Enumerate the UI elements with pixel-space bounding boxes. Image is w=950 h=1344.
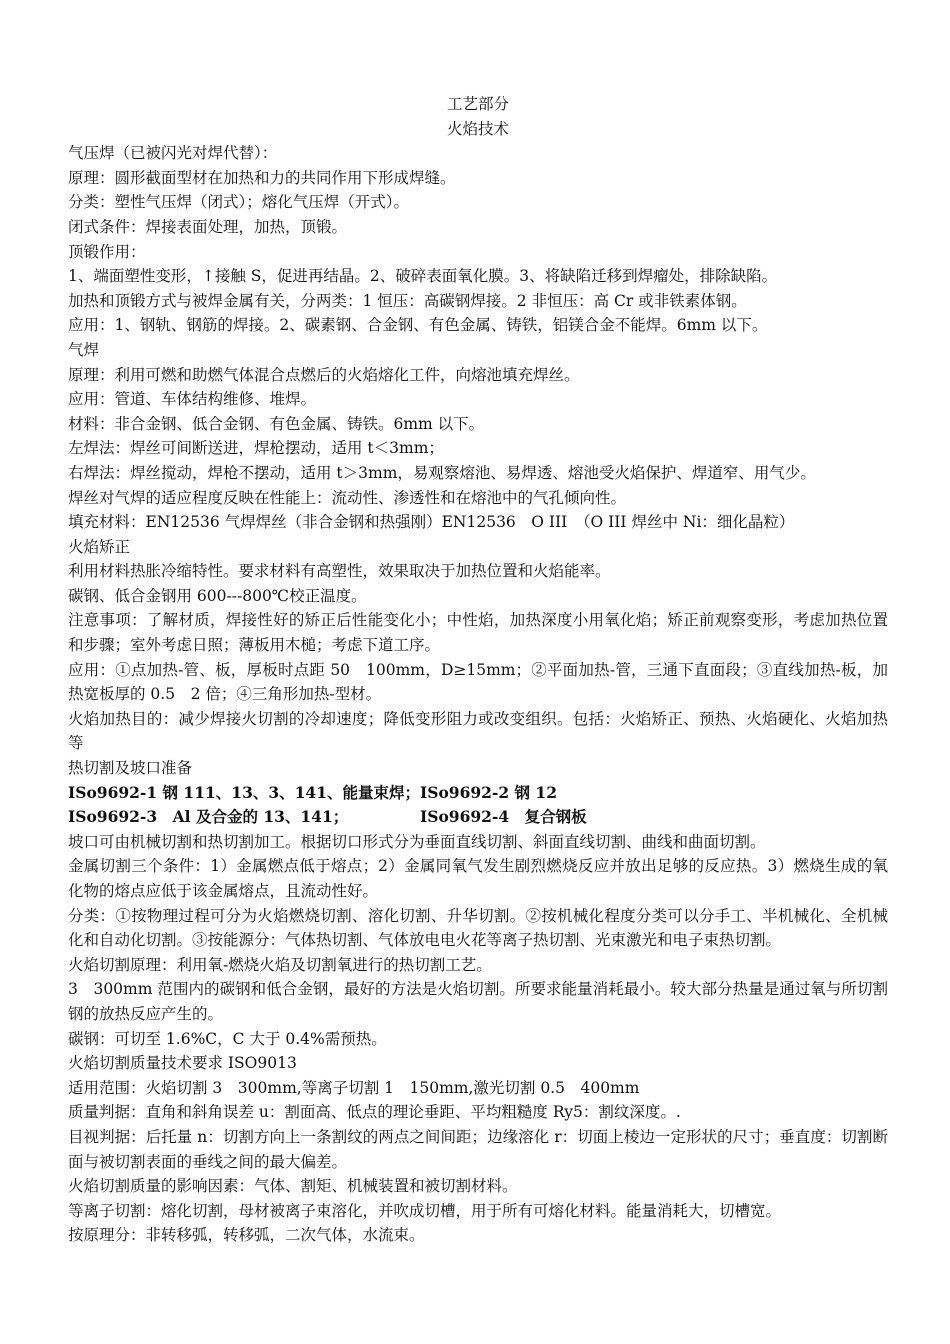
paragraph: 质量判据：直角和斜角误差 u：割面高、低点的理论垂距、平均粗糙度 Ry5：割纹深度。. bbox=[68, 1103, 681, 1122]
paragraph: 注意事项：了解材质，焊接性好的矫正后性能变化小；中性焰，加热深度小用氧化焰；矫正前观察变形，考虑加热位置和步骤；室外考虑日照；薄板用木槌；考虑下道工序。 bbox=[68, 611, 888, 655]
paragraph: 3 300mm 范围内的碳钢和低合金钢，最好的方法是火焰切割。所要求能量消耗最小。较大部分热量是通过氧与所切割钢的放热反应产生的。 bbox=[68, 980, 888, 1023]
paragraph: 坡口可由机械切割和热切割加工。根据切口形式分为垂面直线切割、斜面直线切割、曲线和曲面切割。 bbox=[68, 832, 766, 851]
paragraph: 火焰切割质量的影响因素：气体、割矩、机械装置和被切割材料。 bbox=[68, 1177, 518, 1196]
iso-standard-row bbox=[68, 805, 888, 830]
paragraph: 火焰切割质量技术要求 ISO9013 bbox=[68, 1054, 297, 1073]
paragraph: 填充材料：EN12536 气焊焊丝（非合金钢和热强刚）EN12536 O III （O III 焊丝中 Ni：细化晶粒） bbox=[68, 513, 795, 532]
paragraph: 右焊法：焊丝搅动，焊枪不摆动，适用 t＞3mm，易观察熔池、易焊透、熔池受火焰保护、焊道窄、用气少。 bbox=[68, 463, 816, 482]
iso-standard-left: ISo9692-3 Al 及合金的 13、141； bbox=[68, 807, 349, 827]
paragraph: 焊丝对气焊的适应程度反映在性能上：流动性、渗透性和在熔池中的气孔倾向性。 bbox=[68, 488, 627, 507]
iso-standard-right: ISo9692-4 复合钢板 bbox=[420, 807, 587, 827]
paragraph: 金属切割三个条件：1）金属燃点低于熔点；2）金属同氧气发生剧烈燃烧反应并放出足够的反应热。3）燃烧生成的氧化物的熔点应低于该金属熔点，且流动性好。 bbox=[68, 857, 888, 900]
paragraph: 适用范围：火焰切割 3 300mm,等离子切割 1 150mm,激光切割 0.5 400mm bbox=[68, 1078, 640, 1097]
paragraph: 顶锻作用： bbox=[68, 242, 146, 261]
document-subtitle: 火焰技术 bbox=[446, 119, 509, 138]
paragraph: 利用材料热胀冷缩特性。要求材料有高塑性，效果取决于加热位置和火焰能率。 bbox=[68, 562, 611, 581]
iso-standard-row bbox=[68, 781, 888, 806]
paragraph: 材料：非合金钢、低合金钢、有色金属、铸铁。6mm 以下。 bbox=[68, 414, 485, 433]
paragraph: 碳钢：可切至 1.6%C，C 大于 0.4%需预热。 bbox=[68, 1029, 387, 1048]
paragraph: 分类：塑性气压焊（闭式）；熔化气压焊（开式）。 bbox=[68, 193, 410, 212]
paragraph: 火焰切割原理：利用氧-燃烧火焰及切割氧进行的热切割工艺。 bbox=[68, 955, 492, 974]
iso-standard-left: ISo9692-1 钢 111、13、3、141、能量束焊； bbox=[68, 782, 420, 802]
paragraph: 应用：管道、车体结构维修、堆焊。 bbox=[68, 390, 317, 409]
paragraph: 按原理分：非转移弧，转移弧，二次气体，水流束。 bbox=[68, 1226, 425, 1245]
paragraph: 原理：圆形截面型材在加热和力的共同作用下形成焊缝。 bbox=[68, 168, 456, 187]
paragraph: 火焰加热目的：减少焊接火切割的冷却速度；降低变形阻力或改变组织。包括：火焰矫正、预热、火焰硬化、火焰加热等 bbox=[68, 709, 888, 753]
paragraph: 左焊法：焊丝可间断送进，焊枪摆动，适用 t＜3mm； bbox=[68, 439, 444, 458]
paragraph: 应用：①点加热-管、板，厚板时点距 50 100mm，D≥15mm；②平面加热-管，三通下直面段；③直线加热-板，加热宽板厚的 0.5 2 倍；④三角形加热-型材。 bbox=[68, 660, 888, 704]
section-heading: 火焰矫正 bbox=[68, 537, 131, 556]
paragraph: 1、端面塑性变形，↑接触 S，促进再结晶。2、破碎表面氧化膜。3、将缺陷迁移到焊瘤处，排除缺陷。 bbox=[68, 267, 778, 286]
paragraph: 加热和顶锻方式与被焊金属有关，分两类：1 恒压：高碳钢焊接。2 非恒压：高 Cr 或非铁素体钢。 bbox=[68, 291, 747, 310]
paragraph: 等离子切割：熔化切割，母材被离子束溶化，并吹成切槽，用于所有可熔化材料。能量消耗大，切槽宽。 bbox=[68, 1201, 782, 1220]
paragraph: 气压焊（已被闪光对焊代替）： bbox=[68, 144, 278, 163]
paragraph: 原理：利用可燃和助燃气体混合点燃后的火焰熔化工件，向熔池填充焊丝。 bbox=[68, 365, 580, 384]
document-page bbox=[68, 92, 888, 1248]
iso-standard-right: ISo9692-2 钢 12 bbox=[420, 782, 558, 802]
paragraph: 应用：1、钢轨、钢筋的焊接。2、碳素钢、合金钢、有色金属、铸铁，铝镁合金不能焊。6mm 以下。 bbox=[68, 316, 768, 335]
document-title: 工艺部分 bbox=[446, 95, 509, 113]
section-heading: 热切割及坡口准备 bbox=[68, 759, 193, 778]
paragraph: 目视判据：后托量 n：切割方向上一条割纹的两点之间间距；边缘溶化 r：切面上棱边一定形状的尺寸；垂直度：切割断面与被切割表面的垂线之间的最大偏差。 bbox=[68, 1127, 888, 1171]
paragraph: 碳钢、低合金钢用 600---800℃校正温度。 bbox=[68, 586, 367, 605]
paragraph: 分类：①按物理过程可分为火焰燃烧切割、溶化切割、升华切割。②按机械化程度分类可以分手工、半机械化、全机械化和自动化切割。③按能源分：气体热切割、气体放电电火花等离子热切割、光束激光和电子束热切割。 bbox=[68, 906, 888, 950]
section-heading: 气焊 bbox=[68, 340, 100, 359]
paragraph: 闭式条件：焊接表面处理，加热，顶锻。 bbox=[68, 217, 348, 236]
